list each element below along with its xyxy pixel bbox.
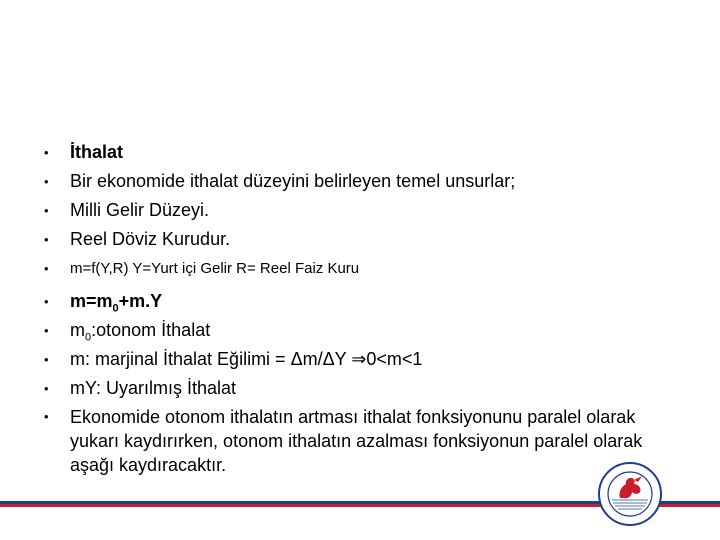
bullet-item-4 bbox=[40, 225, 680, 254]
bullet-item-8 bbox=[40, 345, 680, 374]
bullet-dot: • bbox=[44, 145, 49, 160]
bullet-text: Bir ekonomide ithalat düzeyini belirleyen temel unsurlar; bbox=[70, 171, 516, 191]
bullet-dot: • bbox=[44, 352, 49, 367]
bullet-item-6 bbox=[40, 287, 680, 316]
bullet-item-10 bbox=[40, 403, 680, 477]
bullet-text: Ekonomide otonom ithalatın artması ithalat fonksiyonunu paralel olarak yukarı kaydırırken, otonom ithalatın azalması fonksiyonun paralel olarak aşağı kaydıracaktır. bbox=[70, 407, 643, 475]
bullet-formula: $m_0:otonom$ İthalat bbox=[70, 320, 211, 344]
bullet-item-3 bbox=[40, 196, 680, 225]
bullet-text: m: marjinal İthalat Eğilimi = Δm/ΔY ⇒0<m<1 bbox=[70, 349, 423, 369]
bullet-item-7 bbox=[40, 316, 680, 345]
bullet-item-1 bbox=[40, 138, 680, 167]
bullet-text: m=f(Y,R) Y=Yurt içi Gelir R= Reel Faiz Kuru bbox=[70, 260, 360, 277]
bullet-text: mY: Uyarılmış İthalat bbox=[70, 378, 237, 398]
bullet-dot: • bbox=[44, 409, 49, 424]
bullet-dot: • bbox=[44, 232, 49, 247]
bullet-text: İthalat bbox=[70, 142, 124, 162]
university-seal-icon bbox=[598, 462, 662, 526]
bullet-text: Milli Gelir Düzeyi. bbox=[70, 200, 210, 220]
bullet-formula: $m=m_0+m.Y$ bbox=[70, 291, 163, 315]
bullet-item-5 bbox=[40, 256, 680, 282]
bullet-text: Reel Döviz Kurudur. bbox=[70, 229, 231, 249]
bullet-dot: • bbox=[44, 203, 49, 218]
bullet-dot: • bbox=[44, 294, 49, 309]
bullet-dot: • bbox=[44, 381, 49, 396]
bullet-list bbox=[40, 138, 680, 477]
bullet-item-2 bbox=[40, 167, 680, 196]
bullet-dot: • bbox=[44, 261, 49, 276]
bullet-dot: • bbox=[44, 174, 49, 189]
bullet-item-9 bbox=[40, 374, 680, 403]
bullet-dot: • bbox=[44, 323, 49, 338]
